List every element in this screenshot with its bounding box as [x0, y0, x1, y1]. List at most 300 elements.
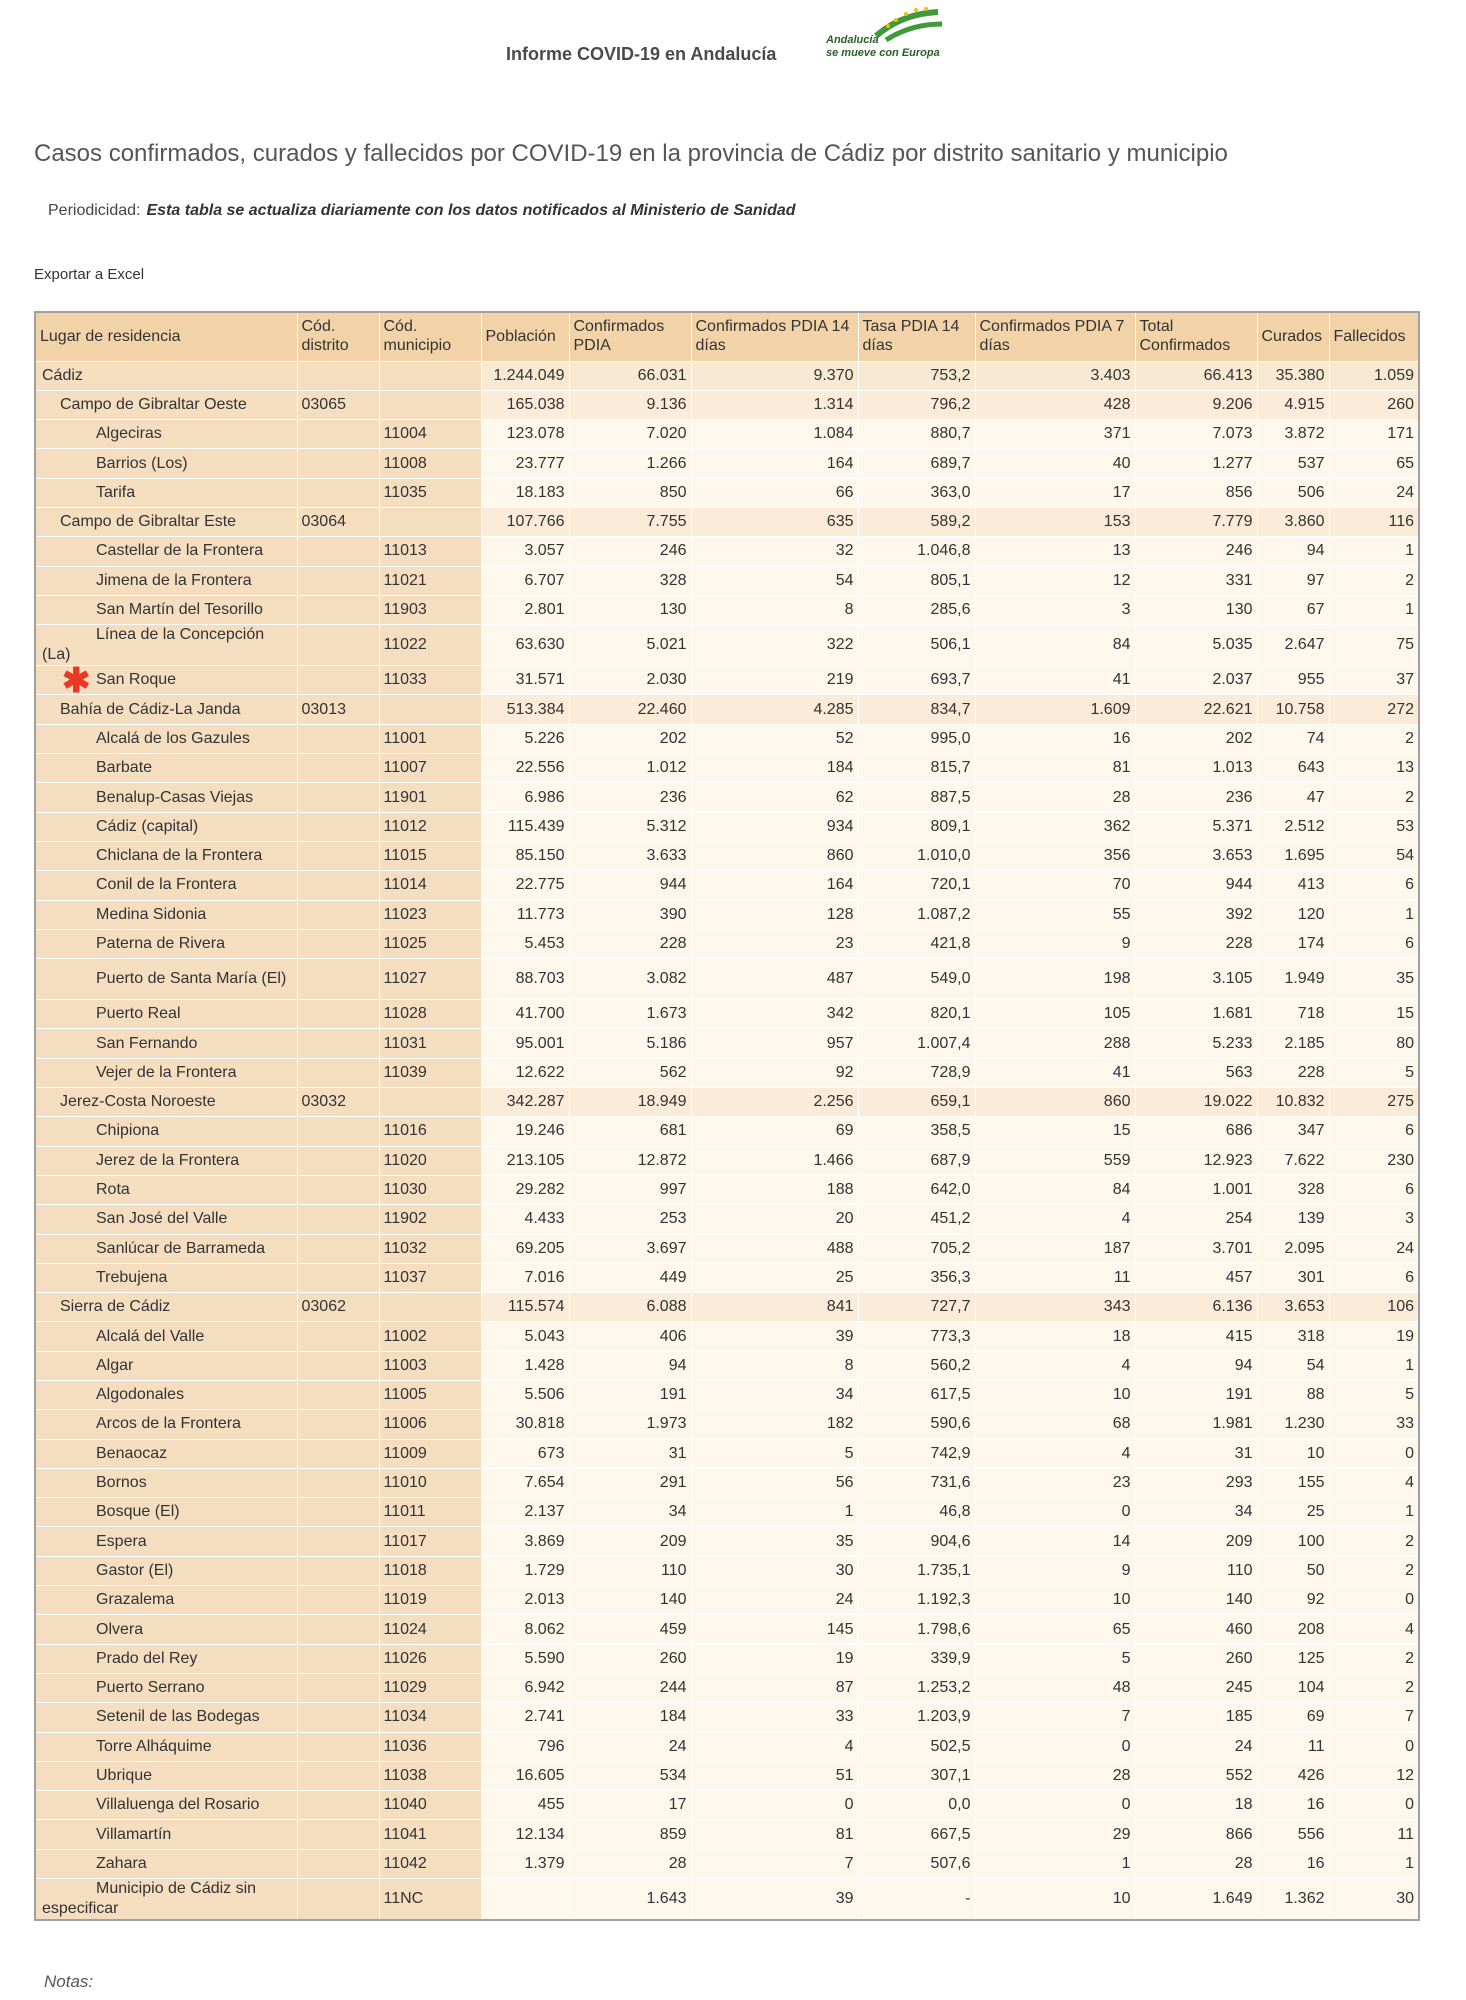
cell-cod-distrito — [297, 1586, 379, 1615]
cell-curados: 16 — [1257, 1791, 1329, 1820]
table-row[interactable] — [35, 1088, 1419, 1117]
cell-fallecidos: 5 — [1329, 1381, 1419, 1410]
col-confirmados-7[interactable]: Confirmados PDIA 7 días — [975, 312, 1135, 361]
cell-cod-distrito — [297, 1879, 379, 1921]
table-row[interactable] — [35, 1117, 1419, 1146]
cell-confirmados-7: 4 — [975, 1439, 1135, 1468]
table-row[interactable] — [35, 1029, 1419, 1058]
cell-fallecidos: 106 — [1329, 1293, 1419, 1322]
table-row[interactable] — [35, 390, 1419, 419]
cell-tasa-14: 995,0 — [858, 724, 975, 753]
cell-confirmados-7: 18 — [975, 1322, 1135, 1351]
cell-lugar-label: Puerto Serrano — [96, 1679, 205, 1697]
table-row[interactable] — [35, 783, 1419, 812]
cell-lugar-label: San Roque — [96, 671, 177, 689]
table-row[interactable] — [35, 1322, 1419, 1351]
cell-total-confirmados: 5.371 — [1135, 812, 1257, 841]
cell-poblacion: 2.137 — [481, 1498, 569, 1527]
cell-tasa-14: 904,6 — [858, 1527, 975, 1556]
cell-lugar — [35, 449, 297, 478]
cell-confirmados-14: 39 — [691, 1879, 858, 1921]
table-row[interactable] — [35, 841, 1419, 870]
cell-confirmados: 328 — [569, 566, 691, 595]
cell-confirmados-14: 957 — [691, 1029, 858, 1058]
cell-confirmados: 22.460 — [569, 695, 691, 724]
cell-confirmados-14: 488 — [691, 1234, 858, 1263]
cell-total-confirmados: 2.037 — [1135, 666, 1257, 695]
cell-lugar — [35, 1556, 297, 1585]
cell-lugar — [35, 959, 297, 1000]
export-excel-link[interactable]: Exportar a Excel — [34, 266, 145, 283]
cell-confirmados-7: 12 — [975, 566, 1135, 595]
cell-confirmados-14: 8 — [691, 595, 858, 624]
cell-poblacion: 673 — [481, 1439, 569, 1468]
cell-lugar — [35, 1791, 297, 1820]
cell-confirmados-14: 635 — [691, 507, 858, 536]
cell-confirmados: 28 — [569, 1849, 691, 1878]
cell-fallecidos: 35 — [1329, 959, 1419, 1000]
cell-tasa-14: 502,5 — [858, 1732, 975, 1761]
cell-cod-municipio: 11031 — [379, 1029, 481, 1058]
cell-cod-municipio: 11019 — [379, 1586, 481, 1615]
table-row[interactable] — [35, 754, 1419, 783]
cell-confirmados: 459 — [569, 1615, 691, 1644]
cell-lugar-label: Barbate — [96, 759, 153, 777]
cell-cod-distrito — [297, 361, 379, 390]
cell-cod-municipio — [379, 1293, 481, 1322]
cell-total-confirmados: 19.022 — [1135, 1088, 1257, 1117]
table-row[interactable] — [35, 1527, 1419, 1556]
table-row[interactable] — [35, 900, 1419, 929]
cell-total-confirmados: 254 — [1135, 1205, 1257, 1234]
cell-curados: 328 — [1257, 1175, 1329, 1204]
table-row[interactable] — [35, 1439, 1419, 1468]
cell-confirmados-7: 428 — [975, 390, 1135, 419]
col-cod-distrito[interactable]: Cód. distrito — [297, 312, 379, 361]
cell-confirmados-14: 1.314 — [691, 390, 858, 419]
cell-cod-municipio: 11005 — [379, 1381, 481, 1410]
cell-total-confirmados: 686 — [1135, 1117, 1257, 1146]
cell-confirmados-7: 860 — [975, 1088, 1135, 1117]
cell-tasa-14: 659,1 — [858, 1088, 975, 1117]
cell-lugar-label: Alcalá del Valle — [96, 1327, 205, 1345]
cell-total-confirmados: 24 — [1135, 1732, 1257, 1761]
cell-confirmados: 7.020 — [569, 420, 691, 449]
cell-cod-municipio — [379, 507, 481, 536]
cell-cod-distrito — [297, 625, 379, 666]
col-tasa-14[interactable]: Tasa PDIA 14 días — [858, 312, 975, 361]
cell-confirmados-7: 10 — [975, 1586, 1135, 1615]
cell-confirmados-7: 70 — [975, 871, 1135, 900]
cell-cod-municipio: 11012 — [379, 812, 481, 841]
cell-confirmados-14: 35 — [691, 1527, 858, 1556]
cell-confirmados-14: 4 — [691, 1732, 858, 1761]
cell-curados: 3.653 — [1257, 1293, 1329, 1322]
cell-cod-distrito — [297, 537, 379, 566]
cell-total-confirmados: 236 — [1135, 783, 1257, 812]
cell-cod-distrito — [297, 1527, 379, 1556]
cell-cod-distrito — [297, 1732, 379, 1761]
cell-lugar — [35, 1732, 297, 1761]
cell-fallecidos: 54 — [1329, 841, 1419, 870]
cell-cod-distrito — [297, 1849, 379, 1878]
table-row[interactable] — [35, 361, 1419, 390]
cell-lugar-label: Villamartín — [96, 1825, 172, 1843]
cell-lugar — [35, 537, 297, 566]
cell-confirmados-14: 30 — [691, 1556, 858, 1585]
cell-confirmados-14: 81 — [691, 1820, 858, 1849]
table-row[interactable] — [35, 1732, 1419, 1761]
cell-total-confirmados: 260 — [1135, 1644, 1257, 1673]
cell-confirmados-7: 288 — [975, 1029, 1135, 1058]
col-confirmados-pdia[interactable]: Confirmados PDIA — [569, 312, 691, 361]
cell-cod-distrito — [297, 841, 379, 870]
table-row[interactable] — [35, 625, 1419, 666]
cell-tasa-14: 590,6 — [858, 1410, 975, 1439]
cell-confirmados-14: 23 — [691, 929, 858, 958]
table-row[interactable] — [35, 1000, 1419, 1029]
cell-lugar-label: Jerez de la Frontera — [96, 1151, 240, 1169]
cell-fallecidos: 12 — [1329, 1761, 1419, 1790]
cell-cod-distrito — [297, 1615, 379, 1644]
cell-lugar-label: Sierra de Cádiz — [60, 1298, 171, 1316]
cell-curados: 1.949 — [1257, 959, 1329, 1000]
cell-fallecidos: 2 — [1329, 1673, 1419, 1702]
cell-lugar — [35, 1351, 297, 1380]
table-row[interactable] — [35, 871, 1419, 900]
cell-fallecidos: 24 — [1329, 478, 1419, 507]
cell-cod-municipio: 11014 — [379, 871, 481, 900]
cell-curados: 228 — [1257, 1058, 1329, 1087]
cell-lugar — [35, 1293, 297, 1322]
cell-lugar-label: Bahía de Cádiz-La Janda — [60, 700, 241, 718]
table-row[interactable] — [35, 1849, 1419, 1878]
cell-confirmados: 406 — [569, 1322, 691, 1351]
cell-curados: 125 — [1257, 1644, 1329, 1673]
table-row[interactable] — [35, 695, 1419, 724]
asterisk-marker-icon: ✱ — [62, 665, 91, 695]
table-row[interactable] — [35, 959, 1419, 1000]
periodicidad-text: Esta tabla se actualiza diariamente con los datos notificados al Ministerio de Sanidad — [146, 202, 796, 219]
cell-lugar — [35, 1175, 297, 1204]
cell-total-confirmados: 856 — [1135, 478, 1257, 507]
table-row[interactable] — [35, 449, 1419, 478]
cell-cod-distrito — [297, 1351, 379, 1380]
cell-curados: 7.622 — [1257, 1146, 1329, 1175]
cell-curados: 955 — [1257, 666, 1329, 695]
cell-curados: 97 — [1257, 566, 1329, 595]
cell-cod-municipio: 11007 — [379, 754, 481, 783]
cell-total-confirmados: 1.277 — [1135, 449, 1257, 478]
cell-confirmados-14: 4.285 — [691, 695, 858, 724]
cell-fallecidos: 6 — [1329, 929, 1419, 958]
cell-curados: 74 — [1257, 724, 1329, 753]
cell-tasa-14: 693,7 — [858, 666, 975, 695]
table-row[interactable] — [35, 1410, 1419, 1439]
cell-tasa-14: 1.253,2 — [858, 1673, 975, 1702]
table-row[interactable] — [35, 420, 1419, 449]
cell-tasa-14: 1.007,4 — [858, 1029, 975, 1058]
cell-curados: 3.860 — [1257, 507, 1329, 536]
cell-tasa-14: 687,9 — [858, 1146, 975, 1175]
cell-total-confirmados: 457 — [1135, 1263, 1257, 1292]
cell-curados: 139 — [1257, 1205, 1329, 1234]
cell-confirmados-7: 3 — [975, 595, 1135, 624]
cell-total-confirmados: 5.233 — [1135, 1029, 1257, 1058]
table-row[interactable] — [35, 1879, 1419, 1921]
cell-total-confirmados: 94 — [1135, 1351, 1257, 1380]
cell-cod-municipio: 11033 — [379, 666, 481, 695]
table-row[interactable] — [35, 929, 1419, 958]
cell-total-confirmados: 563 — [1135, 1058, 1257, 1087]
cell-total-confirmados: 460 — [1135, 1615, 1257, 1644]
cell-poblacion: 16.605 — [481, 1761, 569, 1790]
cell-poblacion — [481, 1879, 569, 1921]
cell-confirmados-14: 34 — [691, 1381, 858, 1410]
table-row[interactable] — [35, 507, 1419, 536]
cell-confirmados-7: 0 — [975, 1498, 1135, 1527]
cell-lugar-label: Vejer de la Frontera — [96, 1063, 237, 1081]
cell-cod-municipio: 11035 — [379, 478, 481, 507]
cell-confirmados: 236 — [569, 783, 691, 812]
cell-poblacion: 1.379 — [481, 1849, 569, 1878]
cell-poblacion: 88.703 — [481, 959, 569, 1000]
cell-lugar — [35, 1498, 297, 1527]
cell-lugar — [35, 1879, 297, 1921]
cell-cod-municipio: 11002 — [379, 1322, 481, 1351]
cell-poblacion: 2.013 — [481, 1586, 569, 1615]
cell-tasa-14: 506,1 — [858, 625, 975, 666]
cell-total-confirmados: 191 — [1135, 1381, 1257, 1410]
cell-curados: 2.512 — [1257, 812, 1329, 841]
cell-cod-distrito — [297, 900, 379, 929]
cell-lugar — [35, 1644, 297, 1673]
cell-confirmados-7: 10 — [975, 1879, 1135, 1921]
cell-fallecidos: 1 — [1329, 537, 1419, 566]
cell-curados: 506 — [1257, 478, 1329, 507]
table-row[interactable] — [35, 1820, 1419, 1849]
cell-fallecidos: 116 — [1329, 507, 1419, 536]
cell-confirmados: 681 — [569, 1117, 691, 1146]
table-row[interactable] — [35, 1556, 1419, 1585]
cell-confirmados: 202 — [569, 724, 691, 753]
col-curados[interactable]: Curados — [1257, 312, 1329, 361]
table-row[interactable] — [35, 1761, 1419, 1790]
col-total-confirmados[interactable]: Total Confirmados — [1135, 312, 1257, 361]
table-row[interactable] — [35, 1673, 1419, 1702]
cell-confirmados-7: 28 — [975, 1761, 1135, 1790]
cell-confirmados: 1.643 — [569, 1879, 691, 1921]
cell-curados: 318 — [1257, 1322, 1329, 1351]
table-row[interactable] — [35, 595, 1419, 624]
cell-lugar-label: Bornos — [96, 1474, 147, 1492]
cell-confirmados: 850 — [569, 478, 691, 507]
cell-fallecidos: 1 — [1329, 900, 1419, 929]
cell-confirmados: 859 — [569, 1820, 691, 1849]
cell-curados: 35.380 — [1257, 361, 1329, 390]
cell-cod-municipio: 11017 — [379, 1527, 481, 1556]
cell-poblacion: 22.556 — [481, 754, 569, 783]
cell-confirmados-7: 362 — [975, 812, 1135, 841]
cell-fallecidos: 171 — [1329, 420, 1419, 449]
cell-lugar-label: Línea de la Concepción (La) — [42, 626, 265, 664]
cell-lugar-label: Prado del Rey — [96, 1649, 198, 1667]
cell-confirmados: 94 — [569, 1351, 691, 1380]
table-row[interactable] — [35, 1586, 1419, 1615]
cell-confirmados: 244 — [569, 1673, 691, 1702]
cell-lugar — [35, 1468, 297, 1497]
cell-cod-distrito — [297, 1029, 379, 1058]
cell-curados: 16 — [1257, 1849, 1329, 1878]
cell-tasa-14: 1.798,6 — [858, 1615, 975, 1644]
cell-confirmados-7: 9 — [975, 1556, 1135, 1585]
cell-confirmados-14: 87 — [691, 1673, 858, 1702]
table-row[interactable] — [35, 1644, 1419, 1673]
cell-lugar-label: San José del Valle — [96, 1210, 228, 1228]
cell-poblacion: 29.282 — [481, 1175, 569, 1204]
cell-fallecidos: 4 — [1329, 1615, 1419, 1644]
cell-cod-distrito — [297, 1439, 379, 1468]
table-row[interactable] — [35, 1498, 1419, 1527]
cell-confirmados-7: 3.403 — [975, 361, 1135, 390]
cell-cod-municipio — [379, 1088, 481, 1117]
cell-lugar-label: Paterna de Rivera — [96, 934, 225, 952]
cell-confirmados: 31 — [569, 1439, 691, 1468]
cell-cod-municipio: 11009 — [379, 1439, 481, 1468]
cell-curados: 25 — [1257, 1498, 1329, 1527]
cell-tasa-14: 753,2 — [858, 361, 975, 390]
cell-poblacion: 7.654 — [481, 1468, 569, 1497]
cell-cod-municipio: 11004 — [379, 420, 481, 449]
col-confirmados-14[interactable]: Confirmados PDIA 14 días — [691, 312, 858, 361]
col-cod-municipio[interactable]: Cód. municipio — [379, 312, 481, 361]
table-row[interactable] — [35, 478, 1419, 507]
cell-cod-distrito: 03065 — [297, 390, 379, 419]
cell-curados: 155 — [1257, 1468, 1329, 1497]
table-row[interactable] — [35, 812, 1419, 841]
table-row[interactable] — [35, 1468, 1419, 1497]
cell-fallecidos: 0 — [1329, 1791, 1419, 1820]
table-row[interactable] — [35, 1234, 1419, 1263]
table-row[interactable] — [35, 1615, 1419, 1644]
cell-curados: 643 — [1257, 754, 1329, 783]
cell-fallecidos: 230 — [1329, 1146, 1419, 1175]
table-row[interactable] — [35, 1791, 1419, 1820]
cell-fallecidos: 272 — [1329, 695, 1419, 724]
cell-curados: 104 — [1257, 1673, 1329, 1702]
cell-lugar-label: Bosque (El) — [96, 1503, 180, 1521]
table-row[interactable] — [35, 666, 1419, 695]
table-row[interactable] — [35, 537, 1419, 566]
cell-confirmados-7: 48 — [975, 1673, 1135, 1702]
cell-confirmados-14: 54 — [691, 566, 858, 595]
cell-cod-distrito — [297, 959, 379, 1000]
cell-fallecidos: 2 — [1329, 1527, 1419, 1556]
cell-confirmados-7: 84 — [975, 1175, 1135, 1204]
col-lugar[interactable]: Lugar de residencia — [35, 312, 297, 361]
cell-tasa-14: 507,6 — [858, 1849, 975, 1878]
table-row[interactable] — [35, 1351, 1419, 1380]
cell-confirmados: 449 — [569, 1263, 691, 1292]
covid-data-table — [34, 311, 1420, 1921]
table-header-row — [35, 312, 1419, 361]
table-row[interactable] — [35, 1263, 1419, 1292]
cell-cod-municipio: 11901 — [379, 783, 481, 812]
cell-tasa-14: 887,5 — [858, 783, 975, 812]
cell-confirmados-7: 84 — [975, 625, 1135, 666]
table-row[interactable] — [35, 1175, 1419, 1204]
cell-lugar — [35, 666, 297, 695]
cell-tasa-14: 642,0 — [858, 1175, 975, 1204]
cell-confirmados: 7.755 — [569, 507, 691, 536]
cell-confirmados: 3.082 — [569, 959, 691, 1000]
cell-confirmados-14: 1.466 — [691, 1146, 858, 1175]
cell-lugar-label: Gastor (El) — [96, 1561, 174, 1579]
cell-confirmados-14: 19 — [691, 1644, 858, 1673]
cell-confirmados: 997 — [569, 1175, 691, 1204]
cell-confirmados-14: 33 — [691, 1703, 858, 1732]
cell-total-confirmados: 6.136 — [1135, 1293, 1257, 1322]
table-row[interactable] — [35, 724, 1419, 753]
cell-confirmados-14: 5 — [691, 1439, 858, 1468]
table-row[interactable] — [35, 1205, 1419, 1234]
cell-confirmados-7: 343 — [975, 1293, 1135, 1322]
cell-poblacion: 11.773 — [481, 900, 569, 929]
table-row[interactable] — [35, 1058, 1419, 1087]
cell-lugar-label: Torre Alháquime — [96, 1737, 212, 1755]
table-row[interactable] — [35, 1146, 1419, 1175]
col-poblacion[interactable]: Población — [481, 312, 569, 361]
cell-lugar-label: Conil de la Frontera — [96, 876, 237, 894]
cell-lugar-label: Chiclana de la Frontera — [96, 847, 263, 865]
cell-cod-distrito — [297, 478, 379, 507]
cell-lugar-label: Benaocaz — [96, 1444, 168, 1462]
cell-total-confirmados: 944 — [1135, 871, 1257, 900]
cell-cod-distrito: 03062 — [297, 1293, 379, 1322]
table-row[interactable] — [35, 566, 1419, 595]
table-row[interactable] — [35, 1703, 1419, 1732]
cell-lugar — [35, 1673, 297, 1702]
table-row[interactable] — [35, 1293, 1419, 1322]
table-row[interactable] — [35, 1381, 1419, 1410]
cell-lugar — [35, 695, 297, 724]
cell-fallecidos: 1 — [1329, 1498, 1419, 1527]
cell-fallecidos: 53 — [1329, 812, 1419, 841]
cell-lugar-label: Trebujena — [96, 1268, 168, 1286]
cell-lugar — [35, 595, 297, 624]
cell-confirmados-7: 559 — [975, 1146, 1135, 1175]
cell-poblacion: 4.433 — [481, 1205, 569, 1234]
cell-cod-distrito — [297, 929, 379, 958]
cell-curados: 10 — [1257, 1439, 1329, 1468]
col-fallecidos[interactable]: Fallecidos — [1329, 312, 1419, 361]
cell-total-confirmados: 28 — [1135, 1849, 1257, 1878]
cell-fallecidos: 13 — [1329, 754, 1419, 783]
cell-confirmados: 191 — [569, 1381, 691, 1410]
cell-fallecidos: 3 — [1329, 1205, 1419, 1234]
cell-confirmados-14: 2.256 — [691, 1088, 858, 1117]
cell-lugar — [35, 900, 297, 929]
cell-cod-municipio: 11042 — [379, 1849, 481, 1878]
cell-poblacion: 5.226 — [481, 724, 569, 753]
cell-confirmados-7: 28 — [975, 783, 1135, 812]
cell-lugar — [35, 390, 297, 419]
cell-poblacion: 6.707 — [481, 566, 569, 595]
cell-curados: 208 — [1257, 1615, 1329, 1644]
cell-tasa-14: 1.046,8 — [858, 537, 975, 566]
cell-confirmados: 246 — [569, 537, 691, 566]
cell-poblacion: 213.105 — [481, 1146, 569, 1175]
